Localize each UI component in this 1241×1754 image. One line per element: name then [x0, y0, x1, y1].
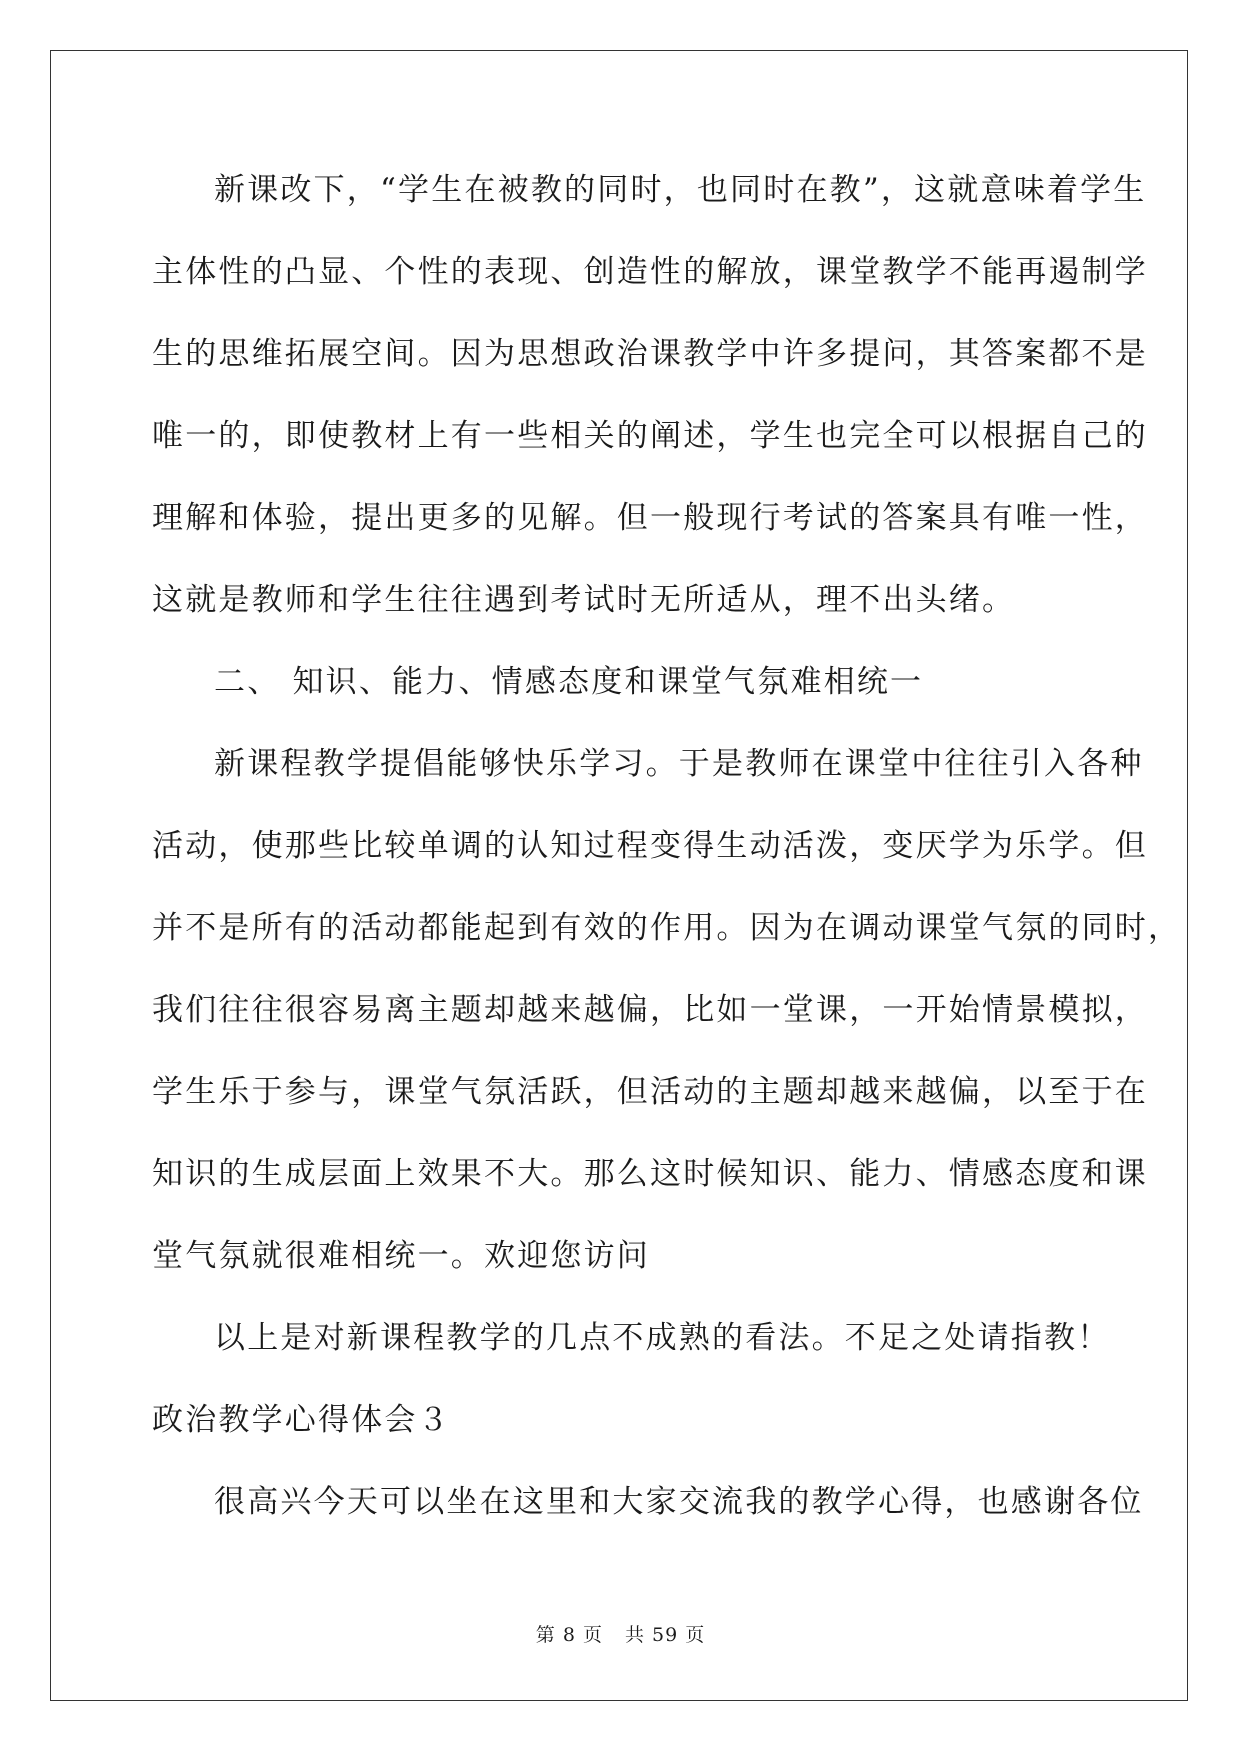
paragraph-line: 新课程教学提倡能够快乐学习。于是教师在课堂中往往引入各种 [214, 746, 1144, 782]
paragraph-line: 以上是对新课程教学的几点不成熟的看法。不足之处请指教！ [214, 1320, 1111, 1356]
page-number: 第 8 页 [535, 1624, 603, 1646]
page-total: 共 59 页 [624, 1624, 706, 1646]
page-border [50, 50, 1188, 1701]
paragraph-line: 理解和体验，提出更多的见解。但一般现行考试的答案具有唯一性， [152, 500, 1148, 536]
paragraph-line: 主体性的凸显、个性的表现、创造性的解放，课堂教学不能再遏制学 [152, 254, 1148, 290]
paragraph-line: 并不是所有的活动都能起到有效的作用。因为在调动课堂气氛的同时， [152, 910, 1182, 946]
paragraph-line: 堂气氛就很难相统一。欢迎您访问 [152, 1238, 650, 1274]
paragraph-line: 知识的生成层面上效果不大。那么这时候知识、能力、情感态度和课 [152, 1156, 1148, 1192]
section-heading: 二、 知识、能力、情感态度和课堂气氛难相统一 [214, 664, 924, 700]
page-footer [0, 1620, 1241, 1647]
paragraph-line: 学生乐于参与，课堂气氛活跃，但活动的主题却越来越偏，以至于在 [152, 1074, 1148, 1110]
paragraph-line: 活动，使那些比较单调的认知过程变得生动活泼，变厌学为乐学。但 [152, 828, 1148, 864]
paragraph-line: 新课改下，“学生在被教的同时，也同时在教”，这就意味着学生 [214, 172, 1147, 208]
paragraph-line: 很高兴今天可以坐在这里和大家交流我的教学心得，也感谢各位 [214, 1484, 1144, 1520]
paragraph-line: 我们往往很容易离主题却越来越偏，比如一堂课，一开始情景模拟， [152, 992, 1148, 1028]
paragraph-line: 生的思维拓展空间。因为思想政治课教学中许多提问，其答案都不是 [152, 336, 1148, 372]
paragraph-line: 唯一的，即使教材上有一些相关的阐述，学生也完全可以根据自己的 [152, 418, 1148, 454]
paragraph-line: 这就是教师和学生往往遇到考试时无所适从，理不出头绪。 [152, 582, 1016, 618]
article-title: 政治教学心得体会３ [152, 1402, 451, 1438]
